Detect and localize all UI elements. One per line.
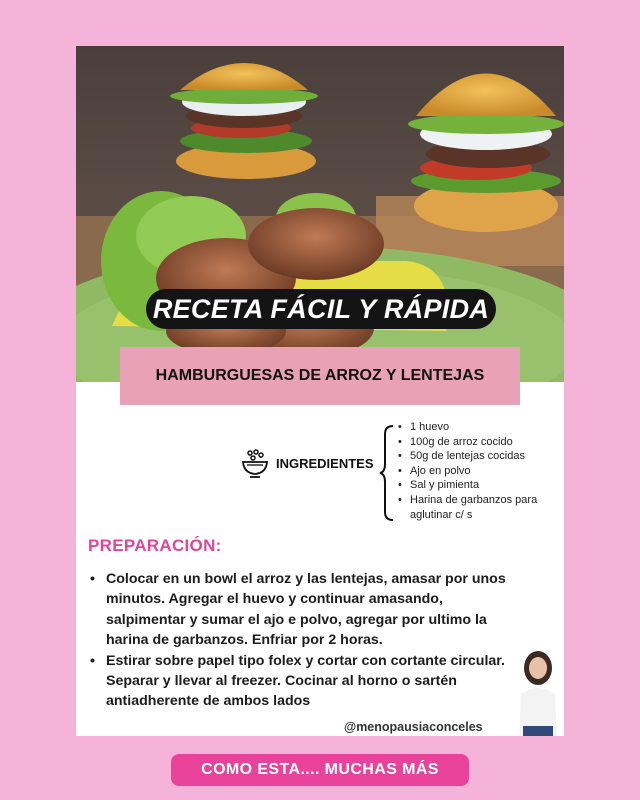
curly-brace-icon (379, 424, 395, 522)
ingredients-list (398, 420, 537, 522)
bowl-icon (240, 448, 270, 478)
burger-photo (76, 46, 564, 382)
list-item: • 50g de lentejas cocidas (398, 449, 537, 464)
ingredients-heading (240, 448, 374, 478)
list-item: • Harina de garbanzos para (398, 493, 537, 508)
author-handle: @menopausiaconceles (344, 720, 483, 734)
ingredients-label: INGREDIENTES (276, 455, 374, 471)
list-item: • 1 huevo (398, 420, 537, 435)
list-item: • Ajo en polvo (398, 464, 537, 479)
preparation-title: PREPARACIÓN: (88, 536, 222, 555)
list-item-continuation: aglutinar c/ s (410, 508, 473, 521)
recipe-subtitle: HAMBURGUESAS DE ARROZ Y LENTEJAS (120, 347, 520, 405)
list-item: • 100g de arroz cocido (398, 435, 537, 450)
preparation-steps (90, 569, 520, 712)
list-item: • Sal y pimienta (398, 478, 537, 493)
list-item: • Estirar sobre papel tipo folex y cortar con cortante circular. Separar y llevar al freezer. Cocinar al horno o sartén antiadherente de ambos lados (90, 651, 520, 712)
more-button[interactable]: COMO ESTA.... MUCHAS MÁS (171, 754, 469, 786)
recipe-card (76, 46, 564, 736)
author-photo (513, 646, 563, 736)
list-item: • Colocar en un bowl el arroz y las lentejas, amasar por unos minutos. Agregar el huevo y continuar amasando, salpimentar y sumar el ajo e polvo, agregar por ultimo la harina de garbanzos. Enfriar por 2 horas. (90, 569, 520, 651)
recipe-title: RECETA FÁCIL Y RÁPIDA (146, 289, 496, 329)
